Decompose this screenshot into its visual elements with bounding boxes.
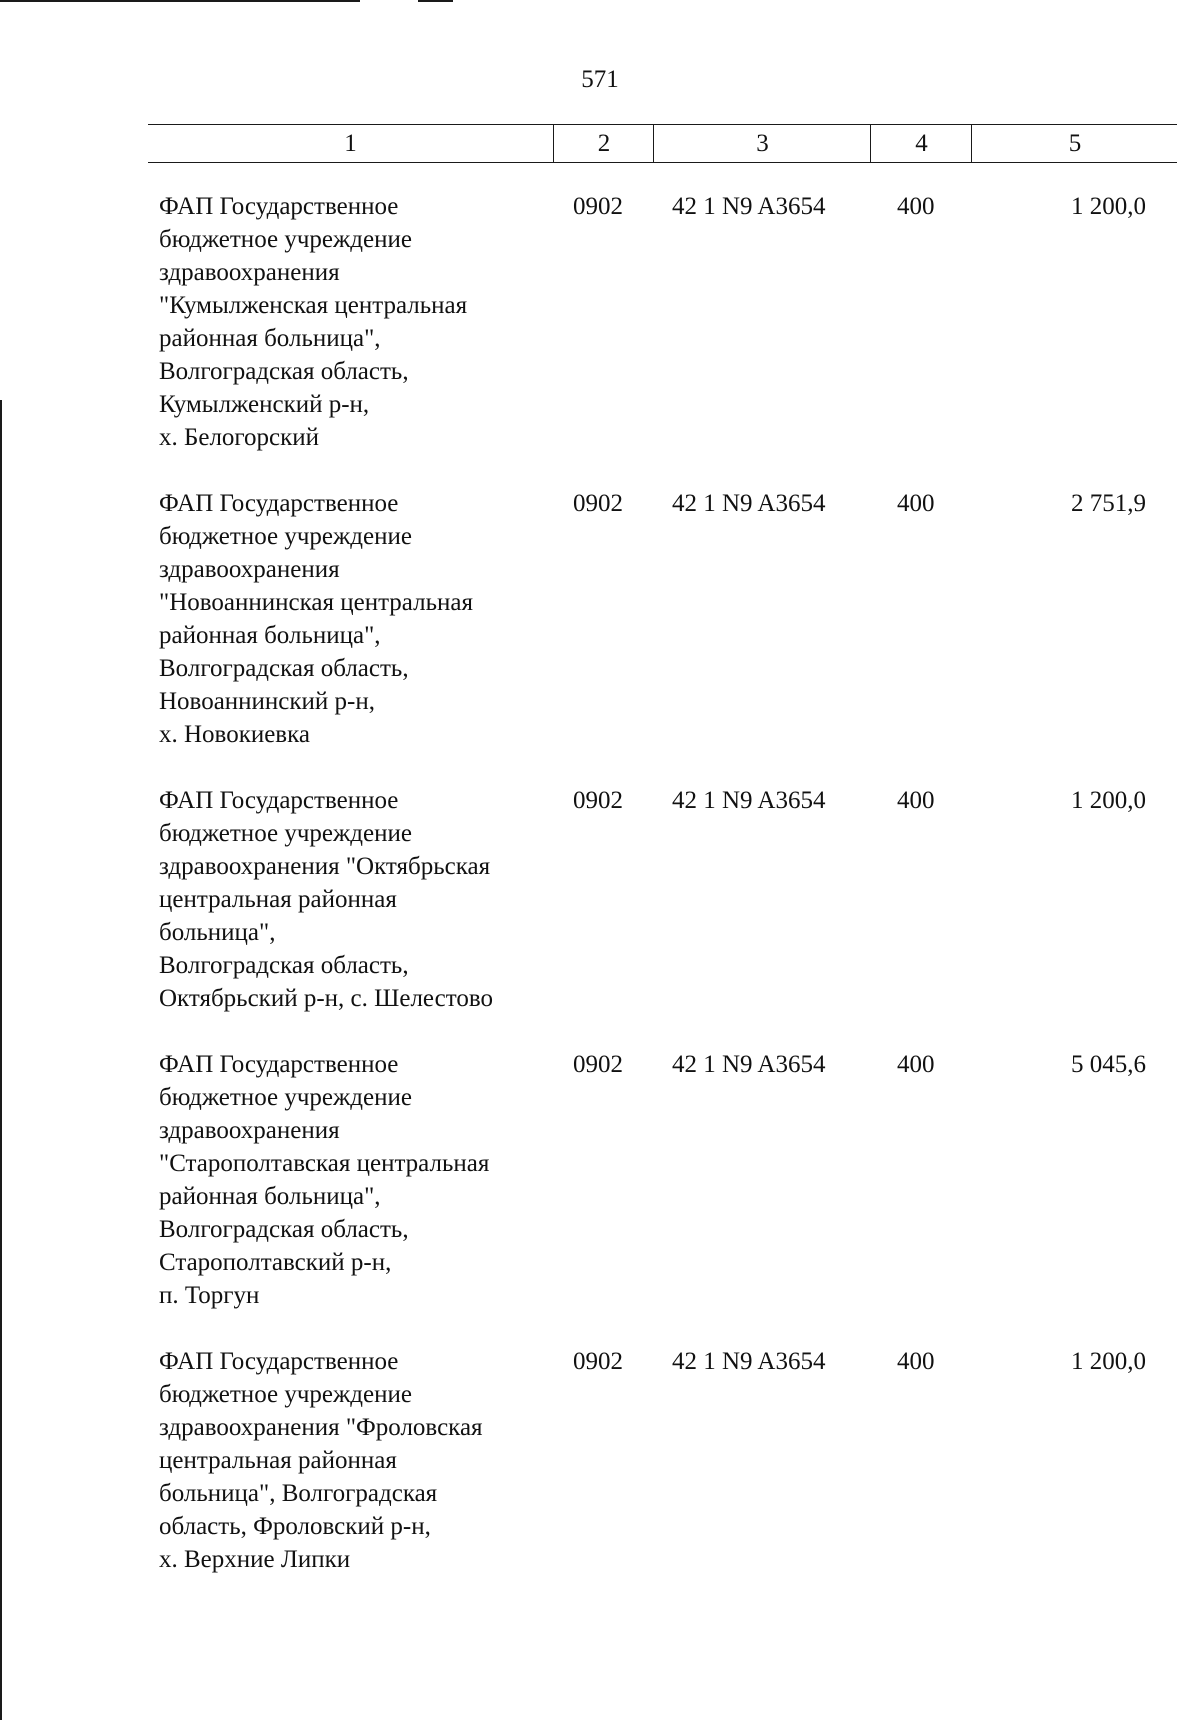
section-code: 0902 [573, 1051, 623, 1078]
header-col-2: 2 [553, 125, 654, 162]
row-description [159, 190, 554, 454]
description-line: область, Фроловский р-н, [159, 1513, 431, 1540]
description-line: центральная районная [159, 886, 397, 913]
section-code: 0902 [573, 787, 623, 814]
description-line: "Старополтавская центральная [159, 1150, 490, 1177]
expense-type-code: 400 [897, 787, 935, 814]
header-col-4: 4 [870, 125, 972, 162]
description-line: здравоохранения "Фроловская [159, 1414, 483, 1441]
description-line: центральная районная [159, 1447, 397, 1474]
description-line: п. Торгун [159, 1282, 260, 1309]
description-line: здравоохранения [159, 259, 340, 286]
expense-type-code: 400 [897, 1051, 935, 1078]
description-line: бюджетное учреждение [159, 1381, 412, 1408]
description-line: "Новоаннинская центральная [159, 589, 473, 616]
description-line: Волгоградская область, [159, 655, 409, 682]
target-article-code: 42 1 N9 A3654 [672, 1348, 826, 1375]
table-row [0, 1048, 1200, 1312]
description-line: здравоохранения "Октябрьская [159, 853, 491, 880]
description-line: районная больница", [159, 622, 381, 649]
section-code: 0902 [573, 1348, 623, 1375]
description-line: больница", Волгоградская [159, 1480, 438, 1507]
row-description [159, 487, 554, 751]
description-line: х. Новокиевка [159, 721, 310, 748]
table-body [0, 190, 1200, 1609]
target-article-code: 42 1 N9 A3654 [672, 1051, 826, 1078]
description-line: Новоаннинский р-н, [159, 688, 376, 715]
table-row [0, 487, 1200, 751]
description-line: больница", [159, 919, 276, 946]
description-line: Октябрьский р-н, с. Шелестово [159, 985, 493, 1012]
section-code: 0902 [573, 490, 623, 517]
description-line: Волгоградская область, [159, 1216, 409, 1243]
header-col-5: 5 [971, 125, 1178, 162]
description-line: Волгоградская область, [159, 952, 409, 979]
target-article-code: 42 1 N9 A3654 [672, 490, 826, 517]
amount: 1 200,0 [1071, 1348, 1146, 1375]
description-line: Кумылженский р-н, [159, 391, 370, 418]
table-header [148, 124, 1177, 163]
expense-type-code: 400 [897, 490, 935, 517]
amount: 2 751,9 [1071, 490, 1146, 517]
description-line: ФАП Государственное [159, 193, 399, 220]
description-line: бюджетное учреждение [159, 226, 412, 253]
scan-edge-line-top-left [0, 0, 360, 2]
page-number: 571 [581, 66, 619, 93]
section-code: 0902 [573, 193, 623, 220]
row-description [159, 1345, 554, 1576]
row-description [159, 784, 554, 1015]
description-line: районная больница", [159, 1183, 381, 1210]
description-line: районная больница", [159, 325, 381, 352]
description-line: х. Белогорский [159, 424, 320, 451]
description-line: здравоохранения [159, 556, 340, 583]
description-line: Волгоградская область, [159, 358, 409, 385]
amount: 5 045,6 [1071, 1051, 1146, 1078]
amount: 1 200,0 [1071, 193, 1146, 220]
expense-type-code: 400 [897, 193, 935, 220]
description-line: ФАП Государственное [159, 1051, 399, 1078]
table-row [0, 190, 1200, 454]
header-col-1: 1 [344, 130, 357, 157]
description-line: ФАП Государственное [159, 787, 399, 814]
target-article-code: 42 1 N9 A3654 [672, 787, 826, 814]
expense-type-code: 400 [897, 1348, 935, 1375]
table-row [0, 1345, 1200, 1576]
scan-edge-line-top-right [418, 0, 453, 2]
table-row [0, 784, 1200, 1015]
description-line: здравоохранения [159, 1117, 340, 1144]
description-line: бюджетное учреждение [159, 820, 412, 847]
description-line: "Кумылженская центральная [159, 292, 468, 319]
description-line: ФАП Государственное [159, 490, 399, 517]
description-line: бюджетное учреждение [159, 523, 412, 550]
row-description [159, 1048, 554, 1312]
description-line: х. Верхние Липки [159, 1546, 351, 1573]
target-article-code: 42 1 N9 A3654 [672, 193, 826, 220]
header-col-3: 3 [653, 125, 871, 162]
description-line: ФАП Государственное [159, 1348, 399, 1375]
amount: 1 200,0 [1071, 787, 1146, 814]
description-line: бюджетное учреждение [159, 1084, 412, 1111]
description-line: Старополтавский р-н, [159, 1249, 392, 1276]
